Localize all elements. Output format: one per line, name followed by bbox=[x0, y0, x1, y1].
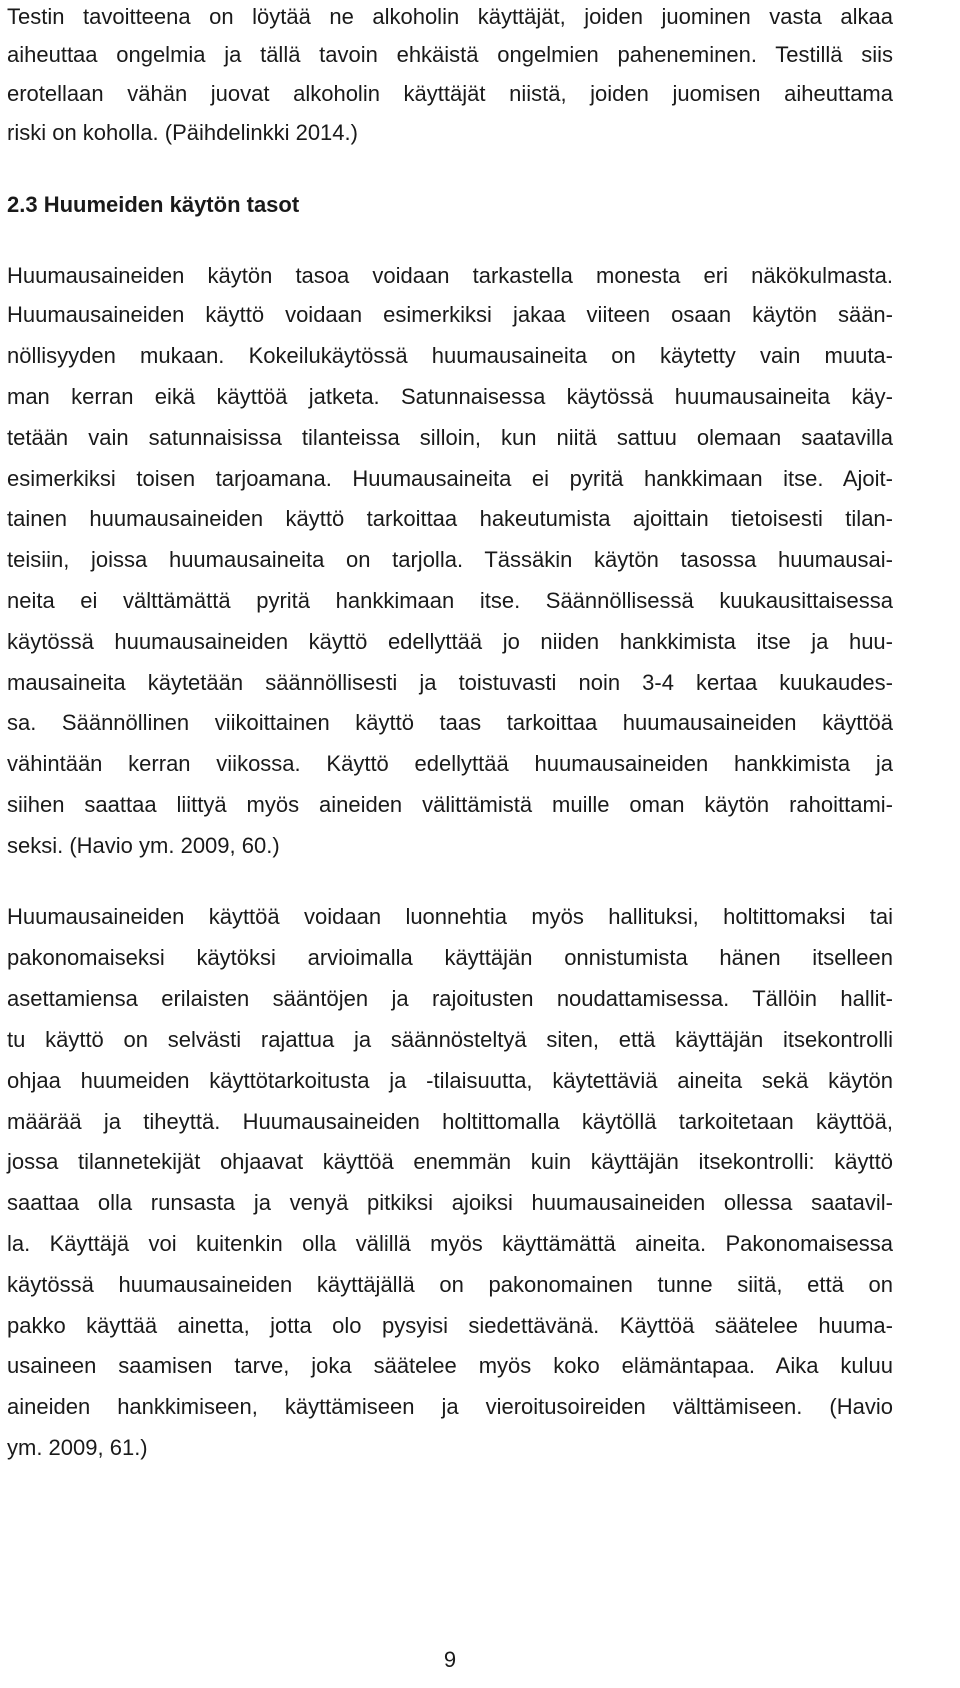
text-line: esimerkiksi toisen tarjoamana. Huumausaineita ei pyritä hankkimaan itse. Ajoit- bbox=[7, 466, 893, 491]
text-line: tetään vain satunnaisissa tilanteissa silloin, kun niitä sattuu olemaan saatavilla bbox=[7, 425, 893, 450]
text-line: neita ei välttämättä pyritä hankkimaan itse. Säännöllisessä kuukausittaisessa bbox=[7, 588, 893, 613]
text-line: jossa tilannetekijät ohjaavat käyttöä enemmän kuin käyttäjän itsekontrolli: käyttö bbox=[7, 1149, 893, 1174]
text-line: sa. Säännöllinen viikoittainen käyttö taas tarkoittaa huumausaineiden käyttöä bbox=[7, 710, 893, 735]
text-line: käytössä huumausaineiden käyttö edellyttää jo niiden hankkimista itse ja huu- bbox=[7, 629, 893, 654]
text-line: usaineen saamisen tarve, joka säätelee myös koko elämäntapaa. Aika kuluu bbox=[7, 1353, 893, 1378]
text-line: aiheuttaa ongelmia ja tällä tavoin ehkäistä ongelmien paheneminen. Testillä siis bbox=[7, 42, 893, 67]
text-line: riski on koholla. (Päihdelinkki 2014.) bbox=[7, 120, 358, 145]
text-line: pakko käyttää ainetta, jotta olo pysyisi siedettävänä. Käyttöä säätelee huuma- bbox=[7, 1313, 893, 1338]
text-line: tainen huumausaineiden käyttö tarkoittaa hakeutumista ajoittain tietoisesti tilan- bbox=[7, 506, 893, 531]
text-line: vähintään kerran viikossa. Käyttö edellyttää huumausaineiden hankkimista ja bbox=[7, 751, 893, 776]
text-line: erotellaan vähän juovat alkoholin käyttäjät niistä, joiden juomisen aiheuttama bbox=[7, 81, 893, 106]
text-line: Testin tavoitteena on löytää ne alkoholin käyttäjät, joiden juominen vasta alkaa bbox=[7, 4, 893, 29]
text-line: käytössä huumausaineiden käyttäjällä on pakonomainen tunne siitä, että on bbox=[7, 1272, 893, 1297]
page-number: 9 bbox=[443, 1647, 457, 1672]
text-line: teisiin, joissa huumausaineita on tarjolla. Tässäkin käytön tasossa huumausai- bbox=[7, 547, 893, 572]
text-line: man kerran eikä käyttöä jatketa. Satunnaisessa käytössä huumausaineita käy- bbox=[7, 384, 893, 409]
text-line: ohjaa huumeiden käyttötarkoitusta ja -tilaisuutta, käytettäviä aineita sekä käytön bbox=[7, 1068, 893, 1093]
text-line: Huumausaineiden käyttö voidaan esimerkiksi jakaa viiteen osaan käytön sään- bbox=[7, 302, 893, 327]
section-heading: 2.3 Huumeiden käytön tasot bbox=[7, 192, 300, 217]
text-line: ym. 2009, 61.) bbox=[7, 1435, 148, 1460]
text-line: seksi. (Havio ym. 2009, 60.) bbox=[7, 833, 280, 858]
text-line: la. Käyttäjä voi kuitenkin olla välillä myös käyttämättä aineita. Pakonomaisessa bbox=[7, 1231, 893, 1256]
text-line: Huumausaineiden käyttöä voidaan luonnehtia myös hallituksi, holtittomaksi tai bbox=[7, 904, 893, 929]
text-line: pakonomaiseksi käytöksi arvioimalla käyttäjän onnistumista hänen itselleen bbox=[7, 945, 893, 970]
text-line: asettamiensa erilaisten sääntöjen ja rajoitusten noudattamisessa. Tällöin hallit- bbox=[7, 986, 893, 1011]
text-line: nöllisyyden mukaan. Kokeilukäytössä huumausaineita on käytetty vain muuta- bbox=[7, 343, 893, 368]
text-line: aineiden hankkimiseen, käyttämiseen ja vieroitusoireiden välttämiseen. (Havio bbox=[7, 1394, 893, 1419]
text-line: siihen saattaa liittyä myös aineiden välittämistä muille oman käytön rahoittami- bbox=[7, 792, 893, 817]
text-line: Huumausaineiden käytön tasoa voidaan tarkastella monesta eri näkökulmasta. bbox=[7, 263, 893, 288]
text-line: saattaa olla runsasta ja venyä pitkiksi ajoiksi huumausaineiden ollessa saatavil- bbox=[7, 1190, 893, 1215]
text-line: määrää ja tiheyttä. Huumausaineiden holtittomalla käytöllä tarkoitetaan käyttöä, bbox=[7, 1109, 893, 1134]
text-line: mausaineita käytetään säännöllisesti ja toistuvasti noin 3-4 kertaa kuukaudes- bbox=[7, 670, 893, 695]
text-line: tu käyttö on selvästi rajattua ja säännösteltyä siten, että käyttäjän itsekontrolli bbox=[7, 1027, 893, 1052]
